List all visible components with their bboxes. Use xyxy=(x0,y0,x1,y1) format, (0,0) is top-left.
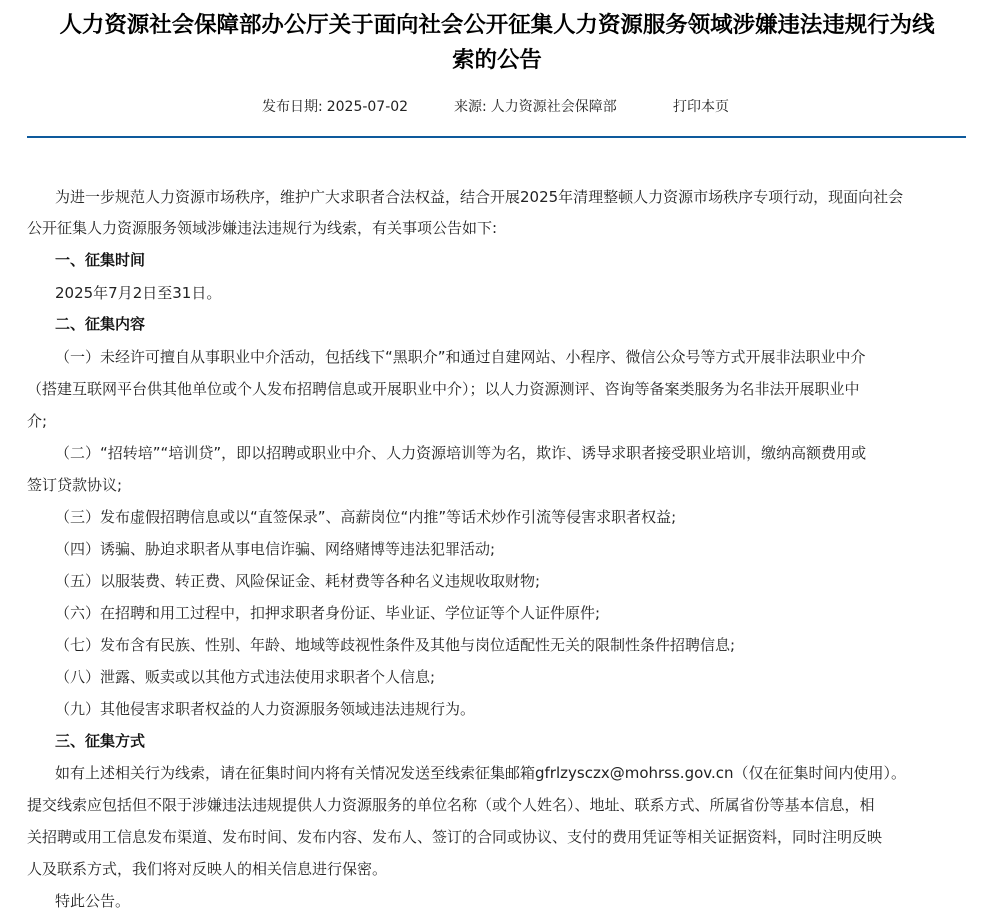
body-line: 为进一步规范人力资源市场秩序，维护广大求职者合法权益，结合开展2025年清理整顿人力资源市场秩序专项行动，现面向社会 xyxy=(55,188,904,206)
page-title-line-2: 索的公告 xyxy=(452,47,542,73)
list-item: （七）发布含有民族、性别、年龄、地域等歧视性条件及其他与岗位适配性无关的限制性条件招聘信息; xyxy=(55,636,736,654)
source-info xyxy=(454,97,617,117)
body-line: 如有上述相关行为线索，请在征集时间内将有关情况发送至线索征集邮箱gfrlzysczx@mohrss.gov.cn（仅在征集时间内使用）。 xyxy=(55,764,906,782)
publish-date-label: 发布日期: xyxy=(262,99,323,115)
publish-date-value: 2025-07-02 xyxy=(326,99,409,115)
source-value: 人力资源社会保障部 xyxy=(490,99,617,115)
section-heading: 三、征集方式 xyxy=(55,732,146,750)
section-heading: 二、征集内容 xyxy=(55,315,146,333)
body-line: （一）未经许可擅自从事职业中介活动，包括线下“黑职介”和通过自建网站、小程序、微信公众号等方式开展非法职业中介 xyxy=(55,348,866,366)
body-line: （搭建互联网平台供其他单位或个人发布招聘信息或开展职业中介）；以人力资源测评、咨询等备案类服务为名非法开展职业中 xyxy=(27,380,860,398)
body-line: 关招聘或用工信息发布渠道、发布时间、发布内容、发布人、签订的合同或协议、支付的费用凭证等相关证据资料，同时注明反映 xyxy=(27,828,883,846)
body-line: 人及联系方式，我们将对反映人的相关信息进行保密。 xyxy=(27,860,388,878)
section-heading: 一、征集时间 xyxy=(55,251,146,269)
body-line: 签订贷款协议; xyxy=(27,476,123,494)
print-page-link[interactable]: 打印本页 xyxy=(673,99,729,115)
list-item: （九）其他侵害求职者权益的人力资源服务领域违法违规行为。 xyxy=(55,700,476,718)
closing-line: 特此公告。 xyxy=(55,892,131,910)
body-line: （二）“招转培”“培训贷”，即以招聘或职业中介、人力资源培训等为名，欺诈、诱导求职者接受职业培训，缴纳高额费用或 xyxy=(55,444,867,462)
list-item: （三）发布虚假招聘信息或以“直签保录”、高薪岗位“内推”等话术炒作引流等侵害求职者权益; xyxy=(55,508,677,526)
body-line: 公开征集人力资源服务领域涉嫌违法违规行为线索，有关事项公告如下: xyxy=(27,219,498,237)
body-line: 2025年7月2日至31日。 xyxy=(55,284,222,302)
publish-date xyxy=(262,97,408,117)
body-line: 介; xyxy=(27,412,48,430)
body-line: 提交线索应包括但不限于涉嫌违法违规提供人力资源服务的单位名称（或个人姓名）、地址、联系方式、所属省份等基本信息，相 xyxy=(27,796,875,814)
list-item: （六）在招聘和用工过程中，扣押求职者身份证、毕业证、学位证等个人证件原件; xyxy=(55,604,601,622)
source-label: 来源: xyxy=(454,99,487,115)
header-divider xyxy=(27,136,966,138)
list-item: （五）以服装费、转正费、风险保证金、耗材费等各种名义违规收取财物; xyxy=(55,572,541,590)
list-item: （四）诱骗、胁迫求职者从事电信诈骗、网络赌博等违法犯罪活动; xyxy=(55,540,496,558)
page-title-line-1: 人力资源社会保障部办公厅关于面向社会公开征集人力资源服务领域涉嫌违法违规行为线 xyxy=(59,12,935,38)
list-item: （八）泄露、贩卖或以其他方式违法使用求职者个人信息; xyxy=(55,668,436,686)
